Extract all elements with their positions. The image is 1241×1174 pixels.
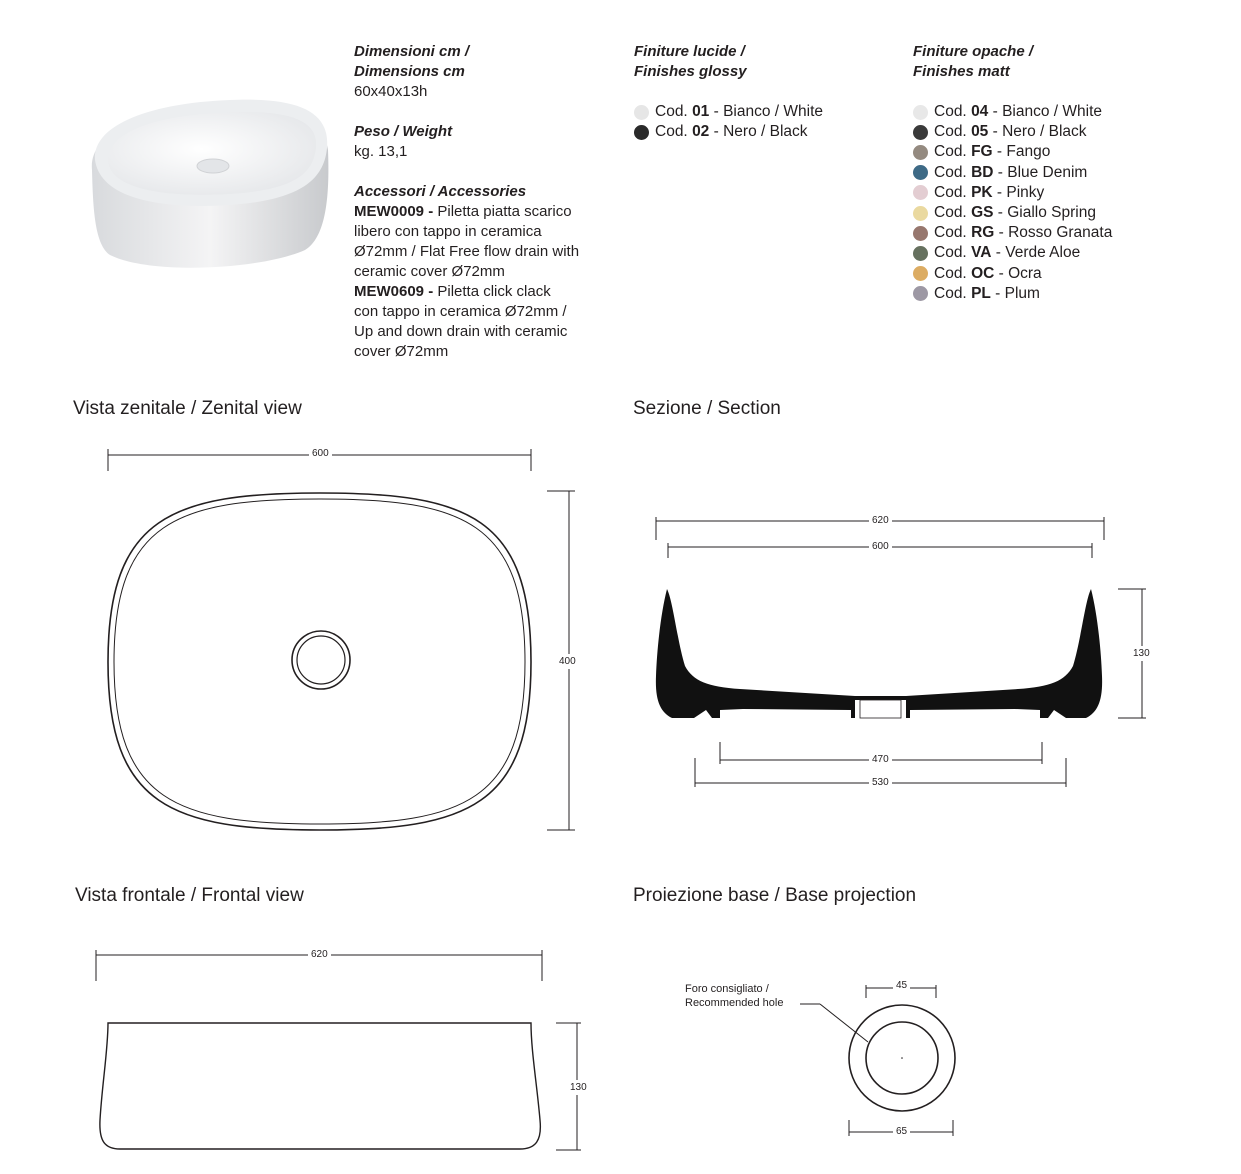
dim-section-base-outer: 530: [869, 777, 892, 788]
glossy-title-en: Finishes glossy: [634, 63, 747, 80]
color-swatch-icon: [913, 165, 928, 180]
finish-prefix: Cod.: [934, 123, 967, 141]
matt-finishes: [913, 42, 1213, 304]
finish-item: [634, 122, 894, 142]
dim-section-outer: 620: [869, 515, 892, 526]
color-swatch-icon: [634, 105, 649, 120]
color-swatch-icon: [913, 105, 928, 120]
finish-code: FG: [971, 143, 993, 161]
color-swatch-icon: [913, 226, 928, 241]
finish-item: [913, 243, 1213, 263]
finish-code: 02: [692, 123, 710, 141]
accessory-item: [354, 202, 624, 282]
finish-label: - Blue Denim: [993, 163, 1088, 181]
dimensions-title-en: Dimensions cm: [354, 63, 465, 80]
finish-code: OC: [971, 264, 995, 282]
color-swatch-icon: [913, 145, 928, 160]
matt-list: [913, 102, 1213, 304]
dim-frontal-height: 130: [570, 1082, 587, 1093]
matt-title-it: Finiture opache /: [913, 43, 1034, 60]
dim-frontal-width: 620: [308, 949, 331, 960]
accessory-code: MEW0009 -: [354, 203, 434, 220]
glossy-title-it: Finiture lucide /: [634, 43, 745, 60]
color-swatch-icon: [913, 246, 928, 261]
accessory-code: MEW0609 -: [354, 283, 434, 300]
finish-code: BD: [971, 163, 994, 181]
zenital-drawing: [108, 449, 575, 830]
finish-prefix: Cod.: [934, 183, 967, 201]
finish-prefix: Cod.: [934, 284, 967, 302]
dim-section-base-inner: 470: [869, 754, 892, 765]
dim-section-height: 130: [1133, 648, 1150, 659]
color-swatch-icon: [634, 125, 649, 140]
finish-code: 04: [971, 103, 989, 120]
color-swatch-icon: [913, 286, 928, 301]
finish-item: [913, 264, 1213, 284]
accessories-title: Accessori / Accessories: [354, 183, 527, 200]
dim-base-hole: 45: [893, 980, 910, 991]
finish-label: - Verde Aloe: [991, 244, 1081, 262]
base-drawing: [800, 985, 955, 1136]
finish-prefix: Cod.: [934, 244, 967, 262]
accessory-line: Up and down drain with ceramic: [354, 323, 568, 340]
recommended-hole-note: [685, 982, 783, 1010]
dim-zenital-depth: 400: [559, 656, 576, 667]
accessory-line: con tappo in ceramica Ø72mm /: [354, 303, 567, 320]
finish-item: [913, 223, 1213, 243]
finish-item: [913, 102, 1213, 122]
accessory-line: libero con tappo in ceramica: [354, 223, 542, 240]
color-swatch-icon: [913, 266, 928, 281]
finish-code: PK: [971, 183, 993, 201]
specs-column: [354, 42, 624, 362]
finish-label: - Rosso Granata: [994, 224, 1113, 242]
weight-title: Peso / Weight: [354, 123, 453, 140]
glossy-list: [634, 102, 894, 142]
finish-prefix: Cod.: [934, 103, 967, 120]
finish-item: [913, 142, 1213, 162]
color-swatch-icon: [913, 206, 928, 221]
frontal-drawing: [96, 950, 581, 1150]
accessory-line: ceramic cover Ø72mm: [354, 263, 505, 280]
finish-label: - Nero / Black: [709, 123, 808, 141]
frontal-view-title: Vista frontale / Frontal view: [75, 885, 304, 906]
section-profile: [656, 589, 1102, 718]
note-line-1: Foro consigliato /: [685, 983, 769, 995]
color-swatch-icon: [913, 125, 928, 140]
finish-prefix: Cod.: [655, 103, 688, 120]
section-drawing: [656, 517, 1146, 787]
finish-label: - Pinky: [992, 183, 1045, 201]
color-swatch-icon: [913, 185, 928, 200]
dim-section-inner: 600: [869, 541, 892, 552]
zenital-view-title: Vista zenitale / Zenital view: [73, 398, 302, 419]
finish-item: [913, 122, 1213, 142]
glossy-finishes: [634, 42, 894, 142]
finish-code: GS: [971, 204, 994, 222]
finish-prefix: Cod.: [934, 224, 967, 242]
finish-code: 01: [692, 103, 710, 120]
dimensions-value: 60x40x13h: [354, 83, 428, 100]
accessory-line: Piletta click clack: [433, 283, 551, 300]
finish-prefix: Cod.: [655, 123, 688, 141]
finish-prefix: Cod.: [934, 163, 967, 181]
finish-label: - Bianco / White: [988, 103, 1103, 120]
finish-item: [913, 163, 1213, 183]
accessory-item: [354, 282, 624, 362]
finish-item: [913, 183, 1213, 203]
finish-item: [913, 203, 1213, 223]
accessory-line: Piletta piatta scarico: [433, 203, 572, 220]
finish-item: [634, 102, 894, 122]
finish-label: - Bianco / White: [709, 103, 824, 120]
dim-zenital-width: 600: [309, 448, 332, 459]
finish-label: - Nero / Black: [988, 123, 1087, 141]
finish-label: - Ocra: [994, 264, 1042, 282]
base-projection-title: Proiezione base / Base projection: [633, 885, 917, 906]
finish-label: - Fango: [992, 143, 1051, 161]
finish-code: VA: [971, 244, 992, 262]
finish-prefix: Cod.: [934, 204, 967, 222]
dim-base-outer: 65: [893, 1126, 910, 1137]
accessory-line: cover Ø72mm: [354, 343, 449, 360]
finish-code: RG: [971, 224, 995, 242]
finish-code: 05: [971, 123, 989, 141]
weight-value: kg. 13,1: [354, 143, 408, 160]
finish-label: - Plum: [990, 284, 1040, 302]
accessory-line: Ø72mm / Flat Free flow drain with: [354, 243, 580, 260]
finish-item: [913, 284, 1213, 304]
finish-prefix: Cod.: [934, 264, 967, 282]
finish-label: - Giallo Spring: [993, 204, 1096, 222]
section-view-title: Sezione / Section: [633, 398, 781, 419]
finish-prefix: Cod.: [934, 143, 967, 161]
dimensions-title-it: Dimensioni cm /: [354, 43, 470, 60]
matt-title-en: Finishes matt: [913, 63, 1010, 80]
finish-code: PL: [971, 284, 991, 302]
note-line-2: Recommended hole: [685, 997, 784, 1009]
